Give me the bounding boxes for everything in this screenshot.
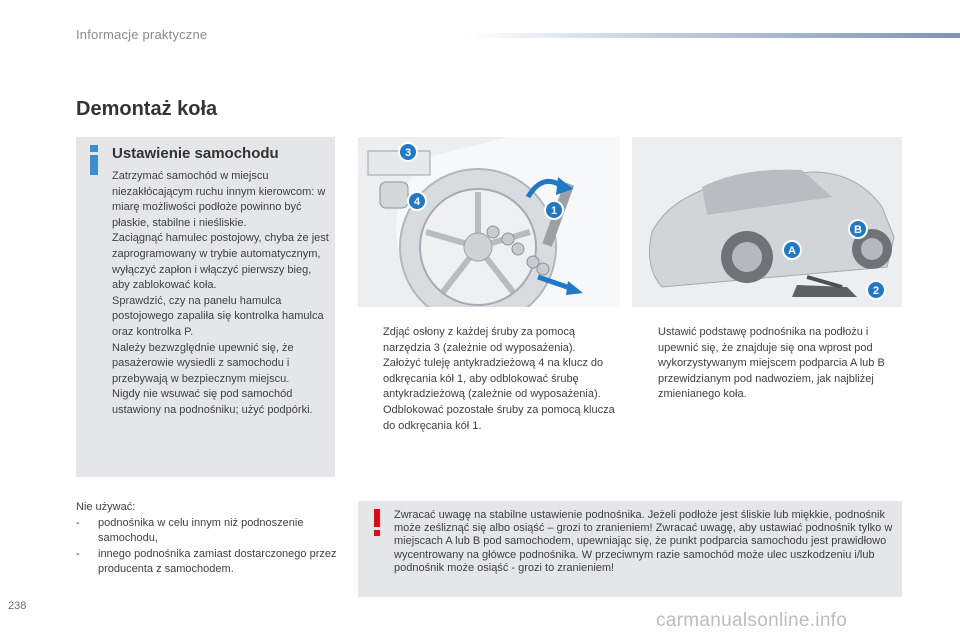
page-title: Demontaż koła <box>76 98 218 120</box>
step-item: Odblokować pozostałe śruby za pomocą klucza do odkręcania kół 1. <box>383 403 615 432</box>
warning-box <box>358 501 902 597</box>
badge-4 <box>408 192 426 210</box>
badge-A <box>783 241 801 259</box>
badge-B <box>849 220 867 238</box>
watermark: carmanualsonline.info <box>656 610 848 631</box>
badge-3 <box>399 143 417 161</box>
info-paragraph: Należy bezwzględnie upewnić się, że pasażerowie wysiedli z samochodu i przebywają w bezpiecznym miejscu. <box>112 341 294 385</box>
info-body <box>112 169 332 419</box>
list-item: - podnośnika w celu innym niż podnoszenie samochodu, <box>76 516 304 545</box>
header-gradient-bar <box>470 33 960 38</box>
info-icon <box>88 145 100 175</box>
not-use-list <box>76 500 341 578</box>
warning-text: Zwracać uwagę na stabilne ustawienie podnośnika. Jeżeli podłoże jest śliskie lub miękkie, podnośnik może ześliznąć się albo osiąść – grozi to zranieniem! Zwracać uwagę, aby ustawiać podnośnik tylko w miejscach A lub B pod samochodem, upewniając się, że punkt podparcia samochodu jest prawidłowo wycentrowany na główce podnośnika. W przeciwnym razie samochód może ulec uszkodzeniu i/lub podnośnik może osiąść - grozi to zranieniem! <box>394 509 893 574</box>
info-paragraph: Zaciągnąć hamulec postojowy, chyba że jest zaprogramowany w trybie automatycznym, wyłączyć zapłon i włączyć pierwszy bieg, aby zablokować koła. <box>112 232 329 292</box>
badge-2 <box>867 281 885 299</box>
list-item: - innego podnośnika zamiast dostarczonego przez producenta z samochodem. <box>76 547 337 576</box>
svg-text:2: 2 <box>872 285 880 297</box>
step-item: Zdjąć osłony z każdej śruby za pomocą narzędzia 3 (zależnie od wyposażenia). <box>383 326 576 354</box>
steps-left <box>365 325 617 434</box>
wheel-tools-illustration <box>358 137 620 307</box>
steps-right <box>640 325 910 403</box>
info-paragraph: Sprawdzić, czy na panelu hamulca postojowego zapaliła się kontrolka hamulca oraz kontrolka P. <box>112 294 324 338</box>
svg-text:3: 3 <box>404 147 412 159</box>
svg-text:1: 1 <box>550 205 558 217</box>
not-use-intro: Nie używać: <box>76 501 136 513</box>
info-paragraph: Zatrzymać samochód w miejscu niezakłócającym ruchu innym kierowcom: w miarę możliwości podłoże powinno być płaskie, stabilne i nieśliskie. <box>112 170 326 229</box>
warning-icon <box>372 509 382 537</box>
svg-text:4: 4 <box>413 196 421 208</box>
car-jack-illustration <box>632 137 902 307</box>
info-paragraph: Nigdy nie wsuwać się pod samochód ustawiony na podnośniku; użyć podpórki. <box>112 388 313 416</box>
svg-text:B: B <box>854 224 862 236</box>
page-number: 238 <box>8 600 27 612</box>
svg-text:A: A <box>788 245 796 257</box>
step-item: Ustawić podstawę podnośnika na podłożu i upewnić się, że znajduje się ona wprost pod wykorzystywanym miejscem podparcia A lub B przewidzianym pod nadwoziem, jak najbliżej zmienianego koła. <box>658 326 885 401</box>
badge-1 <box>545 201 563 219</box>
section-header: Informacje praktyczne <box>76 27 208 42</box>
step-item: Założyć tuleję antykradzieżową 4 na klucz do odkręcania kół 1, aby odblokować śrubę antykradzieżową (zależnie od wyposażenia). <box>383 357 604 401</box>
info-box <box>76 137 335 477</box>
info-heading: Ustawienie samochodu <box>112 145 279 162</box>
